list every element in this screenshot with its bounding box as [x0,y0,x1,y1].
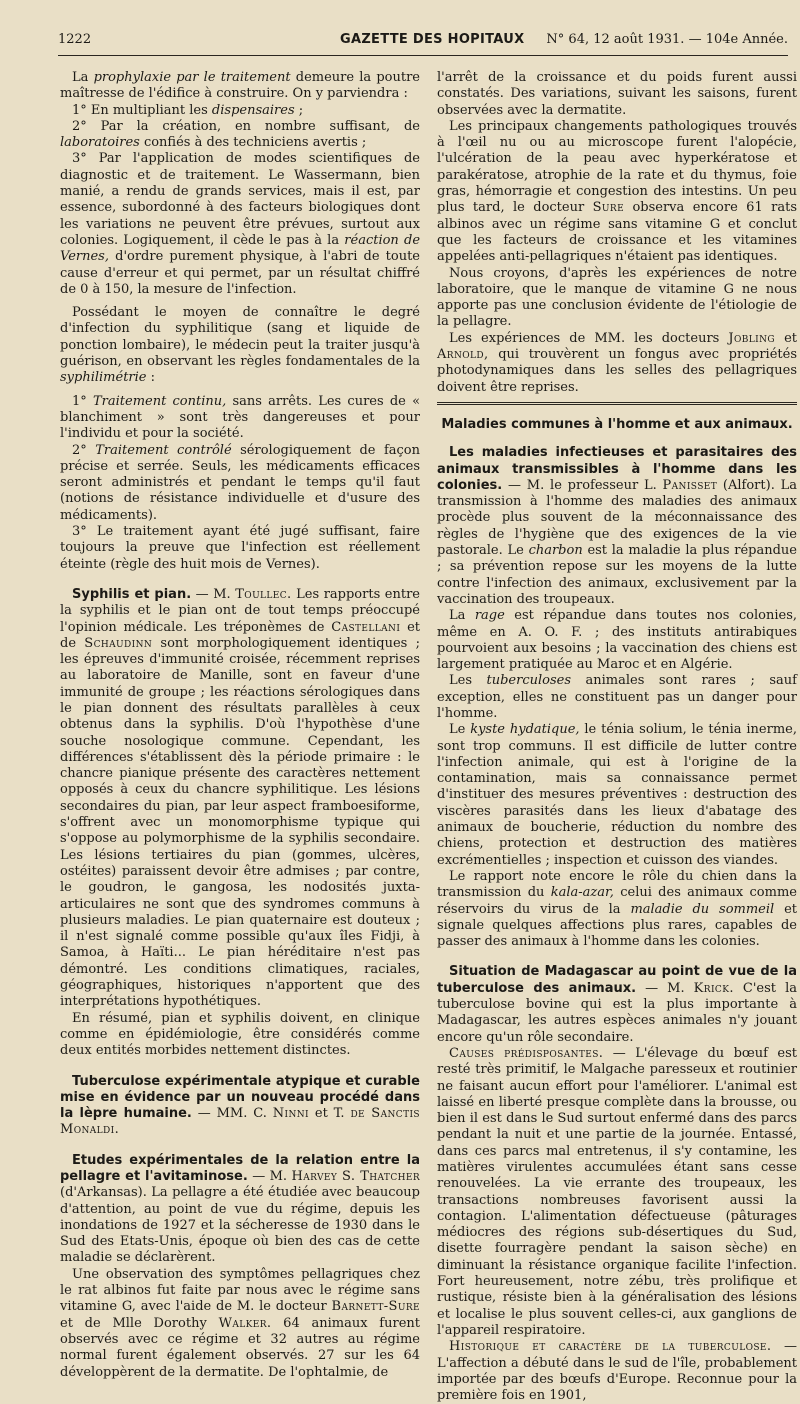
list-item: 3° Par l'application de modes scientifiques de diagnostic et de traitement. Le Wassermann, bien manié, a rendu de grands services, mais il est, par essence, subordonné à des facteurs biologiques dont les variations ne peuvent être prévues, surtout aux colonies. Logiquement, il cède le pas à la réaction de Vernes, d'ordre purement physique, à l'abri de toute cause d'erreur et qui permet, par un résultat chiffré de 0 à 150, la mesure de l'infection. [60,151,421,297]
article-syphilis-pian: Syphilis et pian. — M. Toullec. Les rapports entre la syphilis et le pian ont de tout temps préoccupé l'opinion médicale. Les tréponèmes de Castellani et de Schaudinn sont morphologiquement identiques ; les épreuves d'immunité croisée, récemment reprises au laboratoire de Manille, sont en faveur d'une immunité de groupe ; les réactions sérologiques dans le pian donnent des résultats parallèles à ceux obtenus dans la syphilis. D'où l'hypothèse d'une souche nosologique commune. Cependant, les différences s'établissent dès la période primaire : le chancre pianique présente des caractères nettement opposés à ceux du chancre syphilitique. Les lésions secondaires du pian, par leur aspect framboesiforme, s'offrent avec un monomorphisme typique qui s'oppose au polymorphisme de la syphilis secondaire. Les lésions tertiaires du pian (gommes, ulcères, ostéites) paraissent devoir être admises ; par contre, le goudron, le gangosa, les nodosités juxta-articulaires ne sont que des syndromes communs à plusieurs maladies. Le pian quaternaire est douteux ; il n'est signalé comme possible qu'aux îles Fidji, à Samoa, à Haïti... Le pian héréditaire n'est pas démontré. Les conditions climatiques, raciales, géographiques, historiques n'apportent que des interprétations hypothétiques. [60,586,420,1010]
header-rule [58,55,788,56]
article-heading: Tuberculose expérimentale atypique et curable mise en évidence par un nouveau procédé dans la lèpre humaine. [60,1073,420,1122]
right-column [437,70,797,1404]
list-item: 3° Le traitement ayant été jugé suffisant, faire toujours la preuve que l'infection est réellement éteinte (règle des huit mois de Vernes). [60,524,420,572]
section-title: Maladies communes à l'homme et aux animaux. [441,416,793,432]
list-item: 2° Par la création, en nombre suffisant, de laboratoires confiés à des techniciens avertis ; [60,118,420,151]
paragraph: l'arrêt de la croissance et du poids furent aussi constatés. Des variations, suivant les saisons, furent observées avec la dermatite. [437,70,797,118]
left-column [60,70,420,1381]
paragraph: En résumé, pian et syphilis doivent, en clinique comme en épidémiologie, être considérés comme deux entités morbides nettement distinctes. [60,1010,420,1059]
paragraph: Le rapport note encore le rôle du chien dans la transmission du kala-azar, celui des animaux comme réservoirs du virus de la maladie du sommeil et signale quelques affections plus rares, capables de passer des animaux à l'homme dans les colonies. [437,868,797,950]
article-heading: Les maladies infectieuses et parasitaires des animaux transmissibles à l'homme dans les colonies. [437,445,797,493]
paragraph: Les principaux changements pathologiques trouvés à l'œil nu ou au microscope furent l'alopécie, l'ulcération de la peau avec hyperkératose et parakératose, atrophie de la rate et du thymus, foie gras, hémorragie et congestion des intestins. Un peu plus tard, le docteur Sure observa encore 61 rats albinos avec un régime sans vitamine G et conclut que les facteurs de croissance et les vitamines appelées anti-pellagriques n'étaient pas identiques. [437,118,797,265]
article-maladies-transmissibles: Les maladies infectieuses et parasitaires des animaux transmissibles à l'homme dans les colonies. — M. le professeur L. Panisset (Alfort). La transmission à l'homme des maladies des animaux procède plus souvent de la méconnaissance des règles de l'hygiène que des exigences de la vie pastorale. Le charbon est la maladie la plus répandue ; sa prévention repose sur les moyens de la lutte contre l'infection des animaux, exclusivement par la vaccination des troupeaux. [437,445,797,607]
list-item: 1° En multipliant les dispensaires ; [72,102,304,118]
paragraph: Possédant le moyen de connaître le degré d'infection du syphilitique (sang et liquide de ponction lombaire), le médecin peut la traiter jusqu'à guérison, en observant les règles fondamentales de la syphilimétrie : [60,305,420,386]
article-heading: Etudes expérimentales de la relation entre la pellagre et l'avitaminose. [60,1152,420,1184]
page-header [58,29,788,51]
page-number: 1222 [58,32,92,47]
paragraph: La prophylaxie par le traitement demeure la poutre maîtresse de l'édifice à construire. On y parviendra : [60,70,420,102]
journal-title: GAZETTE DES HOPITAUX [340,32,525,47]
article-heading: Situation de Madagascar au point de vue de la tuberculose des animaux. [437,964,797,996]
paragraph: Causes prédisposantes. — L'élevage du bœuf est resté très primitif, le Malgache paresseux et routinier ne faisant aucun effort pour l'améliorer. L'animal est laissé en liberté presque complète dans la brousse, ou bien il est dans le Sud surtout enfermé dans des parcs pendant la nuit et une partie de la journée. Entassé, dans ces parcs mal entretenus, il s'y contamine, les matières virulentes accumulées étant sans cesse renouvelées. La vie errante des troupeaux, les transactions nombreuses favorisent aussi la contagion. L'alimentation défectueuse (pâturages médiocres des régions sub-désertiques du Sud, disette fourragère pendant la saison sèche) en diminuant la résistance organique facilite l'infection. Fort heureusement, notre zébu, très prolifique et rustique, résiste bien à la généralisation des lésions et localise le plus souvent celles-ci, aux ganglions de l'appareil respiratoire. [437,1045,797,1338]
paragraph: Une observation des symptômes pellagriques chez le rat albinos fut faite par nous avec le régime sans vitamine G, avec l'aide de M. le docteur Barnett-Sure et de Mlle Dorothy Walker. 64 animaux furent observés avec ce régime et 32 autres au régime normal furent également observés. 27 sur les 64 développèrent de la dermatite. De l'ophtalmie, de [60,1266,420,1380]
section-divider [437,402,797,405]
article-pellagre: Etudes expérimentales de la relation entre la pellagre et l'avitaminose. — M. Harvey S. Thatcher (d'Arkansas). La pellagre a été étudiée avec beaucoup d'attention, au point de vue du régime, depuis les inondations de 1927 et la sécheresse de 1930 dans le Sud des Etats-Unis, époque où bien des cas de cette maladie se déclarèrent. [60,1152,420,1266]
article-madagascar: Situation de Madagascar au point de vue de la tuberculose des animaux. — M. Krick. C'est la tuberculose bovine qui est la plus importante à Madagascar, les autres espèces animales n'y jouant encore qu'un rôle secondaire. [437,964,797,1045]
paragraph: Historique et caractère de la tuberculose. — L'affection a débuté dans le sud de l'île, probablement importée par des bœufs d'Europe. Reconnue pour la première fois en 1901, [437,1339,797,1404]
issue-info: N° 64, 12 août 1931. — 104e Année. [546,32,788,47]
paragraph: Les expériences de MM. les docteurs Jobling et Arnold, qui trouvèrent un fongus avec propriétés photodynamiques dans les selles des pellagriques doivent être reprises. [437,330,797,395]
list-item: 1° Traitement continu, sans arrêts. Les cures de « blanchiment » sont très dangereuses et pour l'individu et pour la société. [60,393,421,442]
article-heading: Syphilis et pian. [72,586,192,602]
paragraph: Les tuberculoses animales sont rares ; sauf exception, elles ne constituent pas un danger pour l'homme. [437,673,797,721]
paragraph: Le kyste hydatique, le ténia solium, le ténia inerme, sont trop communs. Il est difficile de lutter contre l'infection animale, qui est à l'origine de la contamination, mais sa connaissance permet d'instituer des mesures préventives : destruction des viscères parasités dans les lieux d'abatage des animaux de boucherie, réduction du nombre des chiens, protection et destruction des matières excrémentielles ; inspection et cuisson des viandes. [437,722,797,868]
paragraph: La rage est répandue dans toutes nos colonies, même en A. O. F. ; des instituts antirabiques pourvoient aux besoins ; la vaccination des chiens est largement pratiquée au Maroc et en Algérie. [437,608,797,673]
list-item: 2° Traitement contrôlé sérologiquement de façon précise et serrée. Seuls, les médicaments efficaces seront administrés et pendant le temps qu'il faut (notions de résistance individuelle et d'usure des médicaments). [60,442,420,523]
article-tuberculose-lepre: Tuberculose expérimentale atypique et curable mise en évidence par un nouveau procédé dans la lèpre humaine. — MM. C. Ninni et T. de Sanctis Monaldi. [60,1073,420,1138]
paragraph: Nous croyons, d'après les expériences de notre laboratoire, que le manque de vitamine G ne nous apporte pas une conclusion évidente de l'étiologie de la pellagre. [437,265,797,330]
